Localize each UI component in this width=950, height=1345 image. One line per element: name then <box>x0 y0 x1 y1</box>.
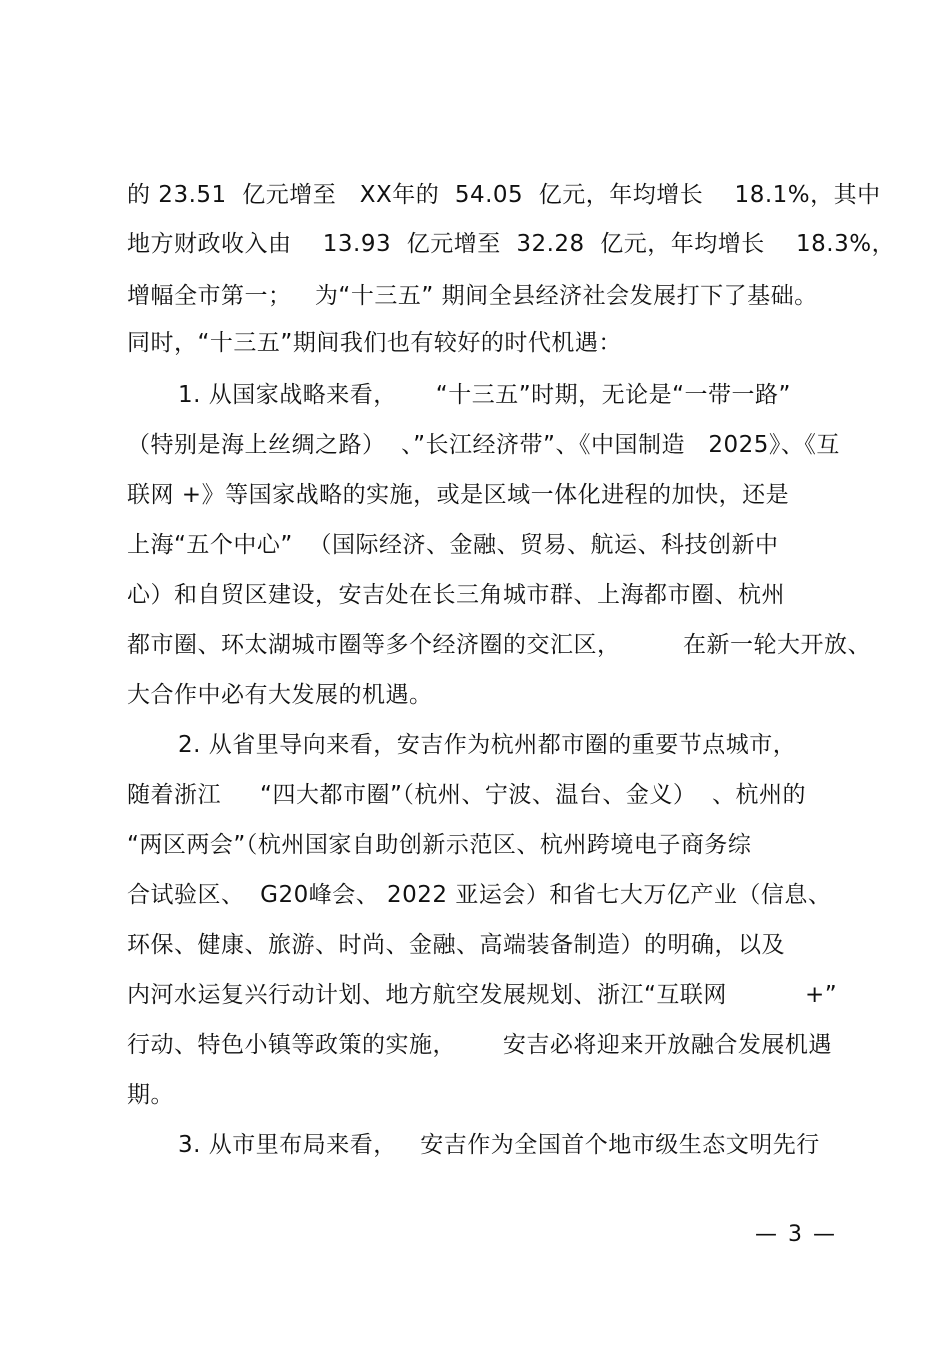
text-line: （特别是海上丝绸之路） 、”长江经济带”、《中国制造 2025》、《互 <box>127 432 840 458</box>
page-number: — 3 — <box>755 1222 837 1247</box>
text-line: 内河水运复兴行动计划、地方航空发展规划、浙江“互联网 +” <box>127 982 838 1008</box>
text-line: 2. 从省里导向来看，安吉作为杭州都市圈的重要节点城市， <box>178 732 797 758</box>
text-line: 大合作中必有大发展的机遇。 <box>127 682 433 708</box>
text-line: 联网 +》等国家战略的实施，或是区域一体化进程的加快，还是 <box>127 482 790 508</box>
text-line: 期。 <box>127 1082 174 1108</box>
text-line: 3. 从市里布局来看， 安吉作为全国首个地市级生态文明先行 <box>178 1132 820 1158</box>
text-line: 上海“五个中心” （国际经济、金融、贸易、航运、科技创新中 <box>127 532 779 558</box>
text-line: 同时，“十三五”期间我们也有较好的时代机遇： <box>127 330 622 356</box>
text-line: 合试验区、 G20峰会、 2022 亚运会）和省七大万亿产业（信息、 <box>127 882 832 908</box>
text-line: 增幅全市第一； 为“十三五” 期间全县经济社会发展打下了基础。 <box>127 283 818 309</box>
text-line: “两区两会”（杭州国家自助创新示范区、杭州跨境电子商务综 <box>127 832 752 858</box>
text-line: 地方财政收入由 13.93 亿元增至 32.28 亿元，年均增长 18.3%， <box>127 231 896 257</box>
text-line: 都市圈、环太湖城市圈等多个经济圈的交汇区， 在新一轮大开放、 <box>127 632 871 658</box>
text-line: 的 23.51 亿元增至 XX年的 54.05 亿元，年均增长 18.1%，其中 <box>127 182 881 208</box>
text-line: 随着浙江 “四大都市圈”（杭州、宁波、温台、金义） 、杭州的 <box>127 782 807 808</box>
text-line: 1. 从国家战略来看， “十三五”时期，无论是“一带一路” <box>178 382 791 408</box>
text-line: 行动、特色小镇等政策的实施， 安吉必将迎来开放融合发展机遇 <box>127 1032 832 1058</box>
text-line: 环保、健康、旅游、时尚、金融、高端装备制造）的明确，以及 <box>127 932 785 958</box>
text-line: 心）和自贸区建设，安吉处在长三角城市群、上海都市圈、杭州 <box>127 582 785 608</box>
